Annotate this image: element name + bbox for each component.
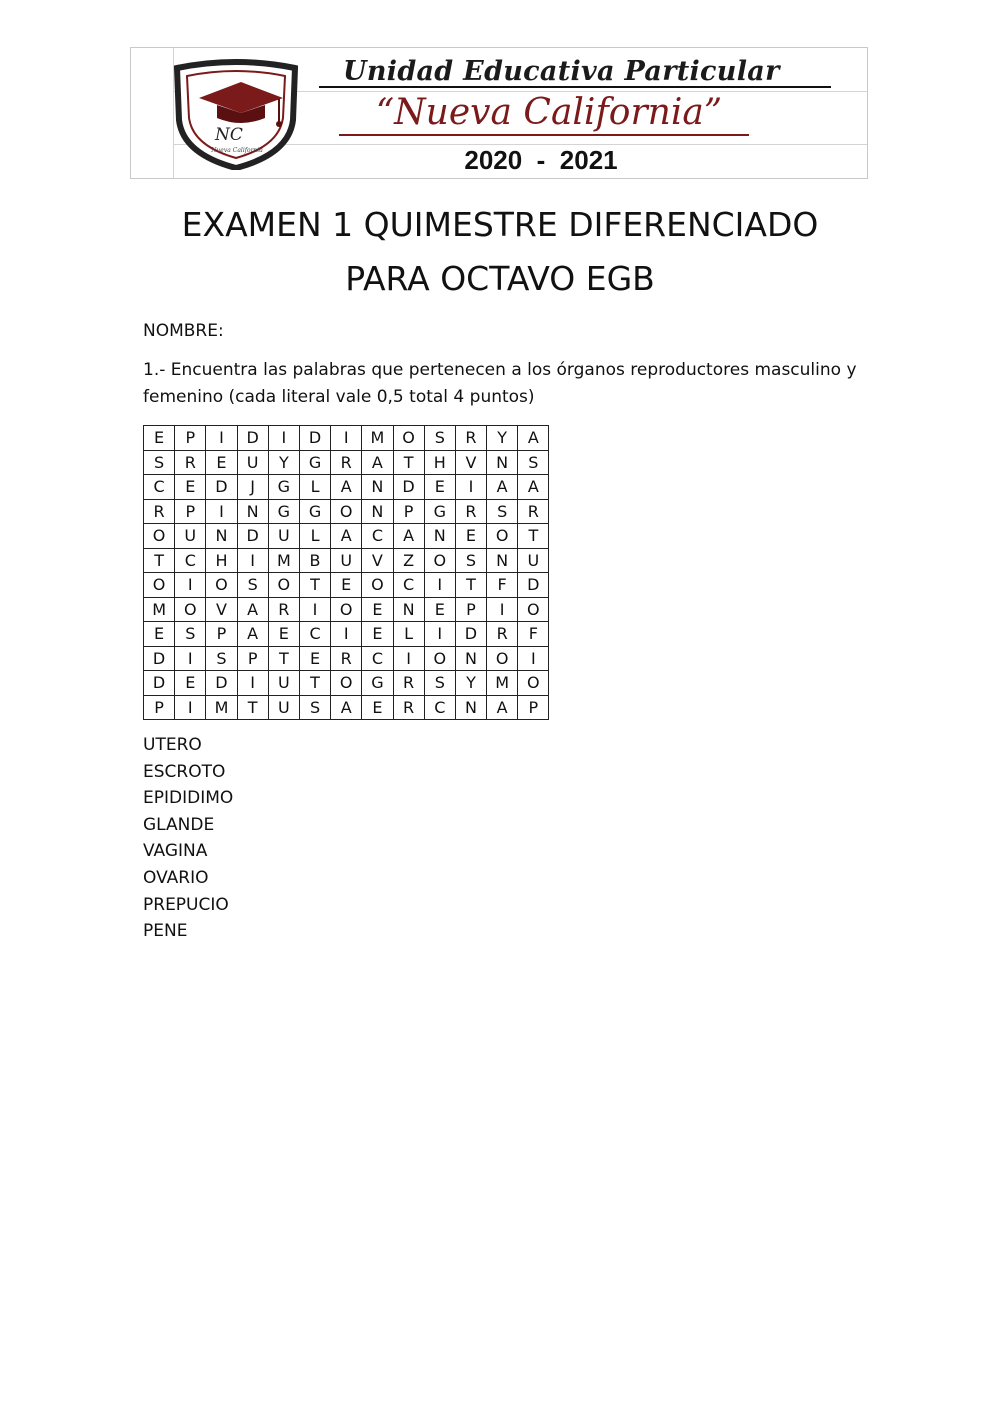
grid-cell[interactable]: E [424, 475, 455, 500]
grid-cell[interactable]: T [518, 524, 549, 549]
grid-row [144, 573, 549, 598]
grid-cell[interactable]: O [424, 646, 455, 671]
grid-cell[interactable]: U [237, 450, 268, 475]
grid-cell[interactable]: I [331, 622, 362, 647]
grid-cell[interactable]: T [144, 548, 175, 573]
grid-row [144, 671, 549, 696]
grid-cell[interactable]: U [268, 671, 299, 696]
grid-cell[interactable]: J [237, 475, 268, 500]
grid-cell[interactable]: Y [487, 426, 518, 451]
grid-cell[interactable]: D [518, 573, 549, 598]
grid-cell[interactable]: C [144, 475, 175, 500]
grid-cell[interactable]: I [487, 597, 518, 622]
grid-cell[interactable]: D [299, 426, 330, 451]
grid-cell[interactable]: L [299, 524, 330, 549]
grid-cell[interactable]: P [393, 499, 424, 524]
grid-cell[interactable]: O [331, 671, 362, 696]
grid-cell[interactable]: L [299, 475, 330, 500]
word-search-grid [143, 425, 549, 720]
grid-cell[interactable]: E [206, 450, 237, 475]
grid-cell[interactable]: U [518, 548, 549, 573]
logo-initials: NC [215, 125, 243, 145]
grid-cell[interactable]: N [237, 499, 268, 524]
grid-cell[interactable]: N [455, 646, 486, 671]
grid-cell[interactable]: C [362, 524, 393, 549]
grid-cell[interactable]: M [487, 671, 518, 696]
grid-cell[interactable]: S [487, 499, 518, 524]
grid-cell[interactable]: A [487, 695, 518, 720]
grid-cell[interactable]: R [518, 499, 549, 524]
instruction-line2: femenino (cada literal vale 0,5 total 4 puntos) [143, 387, 535, 407]
grid-cell[interactable]: A [237, 622, 268, 647]
grid-cell[interactable]: S [206, 646, 237, 671]
grid-cell[interactable]: T [237, 695, 268, 720]
grid-cell[interactable]: S [237, 573, 268, 598]
grid-cell[interactable]: O [424, 548, 455, 573]
school-years: 2020 - 2021 [464, 145, 618, 175]
grid-cell[interactable]: E [299, 646, 330, 671]
grid-cell[interactable]: H [424, 450, 455, 475]
grid-cell[interactable]: R [331, 450, 362, 475]
grid-row [144, 622, 549, 647]
grid-cell[interactable]: A [362, 450, 393, 475]
grid-row [144, 475, 549, 500]
grid-cell[interactable]: I [424, 622, 455, 647]
grid-cell[interactable]: P [175, 426, 206, 451]
grid-cell[interactable]: V [455, 450, 486, 475]
grid-cell[interactable]: D [237, 426, 268, 451]
grid-row [144, 524, 549, 549]
grid-cell[interactable]: N [424, 524, 455, 549]
grid-cell[interactable]: E [331, 573, 362, 598]
grid-cell[interactable]: I [455, 475, 486, 500]
grid-cell[interactable]: O [393, 426, 424, 451]
grid-cell[interactable]: U [268, 695, 299, 720]
grid-row [144, 646, 549, 671]
grid-cell[interactable]: D [206, 671, 237, 696]
grid-cell[interactable]: S [424, 426, 455, 451]
grid-cell[interactable]: I [424, 573, 455, 598]
logo-caption: Nueva California [211, 147, 263, 154]
grid-cell[interactable]: V [206, 597, 237, 622]
grid-cell[interactable]: E [175, 475, 206, 500]
grid-row [144, 450, 549, 475]
grid-cell[interactable]: R [393, 695, 424, 720]
grid-cell[interactable]: H [206, 548, 237, 573]
grid-cell[interactable]: O [331, 499, 362, 524]
grid-cell[interactable]: N [362, 499, 393, 524]
grid-cell[interactable]: I [206, 499, 237, 524]
grid-cell[interactable]: D [455, 622, 486, 647]
grid-cell[interactable]: E [362, 622, 393, 647]
grid-cell[interactable]: I [268, 426, 299, 451]
grid-row [144, 548, 549, 573]
grid-row [144, 499, 549, 524]
word-list-item: UTERO [143, 735, 202, 755]
grid-cell[interactable]: C [393, 573, 424, 598]
grid-cell[interactable]: N [206, 524, 237, 549]
grid-cell[interactable]: R [393, 671, 424, 696]
grid-cell[interactable]: G [268, 499, 299, 524]
grid-cell[interactable]: O [175, 597, 206, 622]
word-list-item: VAGINA [143, 841, 208, 862]
grid-cell[interactable]: P [206, 622, 237, 647]
grid-cell[interactable]: A [331, 695, 362, 720]
grid-cell[interactable]: U [331, 548, 362, 573]
word-list-item: PENE [143, 921, 188, 942]
grid-cell[interactable]: E [424, 597, 455, 622]
grid-cell[interactable]: O [362, 573, 393, 598]
instruction-line1: 1.- Encuentra las palabras que pertenecen a los órganos reproductores masculino y [143, 360, 857, 380]
grid-cell[interactable]: M [144, 597, 175, 622]
grid-cell[interactable]: U [268, 524, 299, 549]
grid-cell[interactable]: E [144, 622, 175, 647]
grid-cell[interactable]: G [424, 499, 455, 524]
grid-cell[interactable]: I [393, 646, 424, 671]
grid-cell[interactable]: R [331, 646, 362, 671]
word-list-item: EPIDIDIMO [143, 788, 234, 809]
grid-cell[interactable]: O [487, 524, 518, 549]
grid-cell[interactable]: A [518, 475, 549, 500]
grid-cell[interactable]: A [518, 426, 549, 451]
grid-cell[interactable]: N [393, 597, 424, 622]
grid-cell[interactable]: S [424, 671, 455, 696]
grid-cell[interactable]: R [455, 426, 486, 451]
school-name-underline [319, 86, 831, 88]
word-list-item: OVARIO [143, 867, 209, 888]
grid-cell[interactable]: N [455, 695, 486, 720]
grid-cell[interactable]: I [237, 671, 268, 696]
grid-cell[interactable]: S [455, 548, 486, 573]
grid-cell[interactable]: O [518, 597, 549, 622]
grid-cell[interactable]: D [393, 475, 424, 500]
grid-cell[interactable]: O [331, 597, 362, 622]
grid-cell[interactable]: F [487, 573, 518, 598]
grid-cell[interactable]: G [299, 499, 330, 524]
word-list-item: ESCROTO [143, 761, 226, 782]
grid-cell[interactable]: I [299, 597, 330, 622]
school-subtitle: “Nueva California” [375, 92, 723, 133]
grid-cell[interactable]: D [144, 646, 175, 671]
grid-cell[interactable]: I [175, 573, 206, 598]
grid-row [144, 695, 549, 720]
grid-cell[interactable]: P [144, 695, 175, 720]
grid-cell[interactable]: L [393, 622, 424, 647]
grid-cell[interactable]: P [518, 695, 549, 720]
grid-cell[interactable]: P [237, 646, 268, 671]
grid-cell[interactable]: G [362, 671, 393, 696]
grid-cell[interactable]: D [237, 524, 268, 549]
grid-cell[interactable]: Z [393, 548, 424, 573]
grid-cell[interactable]: S [144, 450, 175, 475]
grid-cell[interactable]: O [144, 573, 175, 598]
grid-cell[interactable]: G [299, 450, 330, 475]
grid-cell[interactable]: E [268, 622, 299, 647]
school-logo [171, 58, 301, 170]
grid-cell[interactable]: E [175, 671, 206, 696]
grid-cell[interactable]: T [299, 573, 330, 598]
grid-cell[interactable]: M [206, 695, 237, 720]
grid-cell[interactable]: A [237, 597, 268, 622]
grid-cell[interactable]: A [331, 524, 362, 549]
word-list-item: GLANDE [143, 814, 215, 835]
grid-cell[interactable]: I [331, 426, 362, 451]
grid-cell[interactable]: P [455, 597, 486, 622]
grid-cell[interactable]: V [362, 548, 393, 573]
school-subtitle-underline [339, 134, 749, 136]
grid-cell[interactable]: O [144, 524, 175, 549]
grid-cell[interactable]: N [487, 450, 518, 475]
grid-cell[interactable]: G [268, 475, 299, 500]
grid-cell[interactable]: Y [455, 671, 486, 696]
exam-title-line2: PARA OCTAVO EGB [345, 259, 655, 298]
grid-cell[interactable]: I [206, 426, 237, 451]
exam-title-line1: EXAMEN 1 QUIMESTRE DIFERENCIADO [181, 205, 819, 244]
grid-cell[interactable]: E [362, 597, 393, 622]
grid-cell[interactable]: C [362, 646, 393, 671]
grid-cell[interactable]: I [518, 646, 549, 671]
grid-cell[interactable]: Y [268, 450, 299, 475]
grid-cell[interactable]: O [206, 573, 237, 598]
grid-cell[interactable]: R [487, 622, 518, 647]
grid-cell[interactable]: M [268, 548, 299, 573]
school-name: Unidad Educativa Particular [343, 56, 780, 87]
grid-cell[interactable]: O [487, 646, 518, 671]
grid-cell[interactable]: T [268, 646, 299, 671]
grid-cell[interactable]: I [175, 646, 206, 671]
grid-cell[interactable]: O [518, 671, 549, 696]
grid-cell[interactable]: N [362, 475, 393, 500]
grid-cell[interactable]: A [393, 524, 424, 549]
grid-cell[interactable]: D [206, 475, 237, 500]
grid-cell[interactable]: O [268, 573, 299, 598]
grid-cell[interactable]: S [175, 622, 206, 647]
grid-cell[interactable]: P [175, 499, 206, 524]
grid-cell[interactable]: S [518, 450, 549, 475]
grid-cell[interactable]: M [362, 426, 393, 451]
grid-cell[interactable]: A [331, 475, 362, 500]
grid-cell[interactable]: R [268, 597, 299, 622]
grid-cell[interactable]: T [393, 450, 424, 475]
grid-cell[interactable]: E [362, 695, 393, 720]
grid-cell[interactable]: R [175, 450, 206, 475]
nombre-label: NOMBRE: [143, 321, 224, 341]
grid-cell[interactable]: E [455, 524, 486, 549]
grid-cell[interactable]: C [424, 695, 455, 720]
grid-cell[interactable]: T [299, 671, 330, 696]
grid-row [144, 597, 549, 622]
grid-cell[interactable]: C [299, 622, 330, 647]
grid-cell[interactable]: B [299, 548, 330, 573]
grid-row [144, 426, 549, 451]
school-header [130, 47, 868, 179]
grid-cell[interactable]: D [144, 671, 175, 696]
word-list-item: PREPUCIO [143, 894, 229, 915]
grid-cell[interactable]: T [455, 573, 486, 598]
grid-cell[interactable]: I [237, 548, 268, 573]
grid-cell[interactable]: S [299, 695, 330, 720]
grid-cell[interactable]: N [487, 548, 518, 573]
grid-cell[interactable]: E [144, 426, 175, 451]
grid-cell[interactable]: F [518, 622, 549, 647]
grid-cell[interactable]: I [175, 695, 206, 720]
grid-cell[interactable]: A [487, 475, 518, 500]
word-list [143, 732, 233, 945]
grid-cell[interactable]: U [175, 524, 206, 549]
grid-cell[interactable]: R [144, 499, 175, 524]
grid-cell[interactable]: R [455, 499, 486, 524]
grid-cell[interactable]: C [175, 548, 206, 573]
